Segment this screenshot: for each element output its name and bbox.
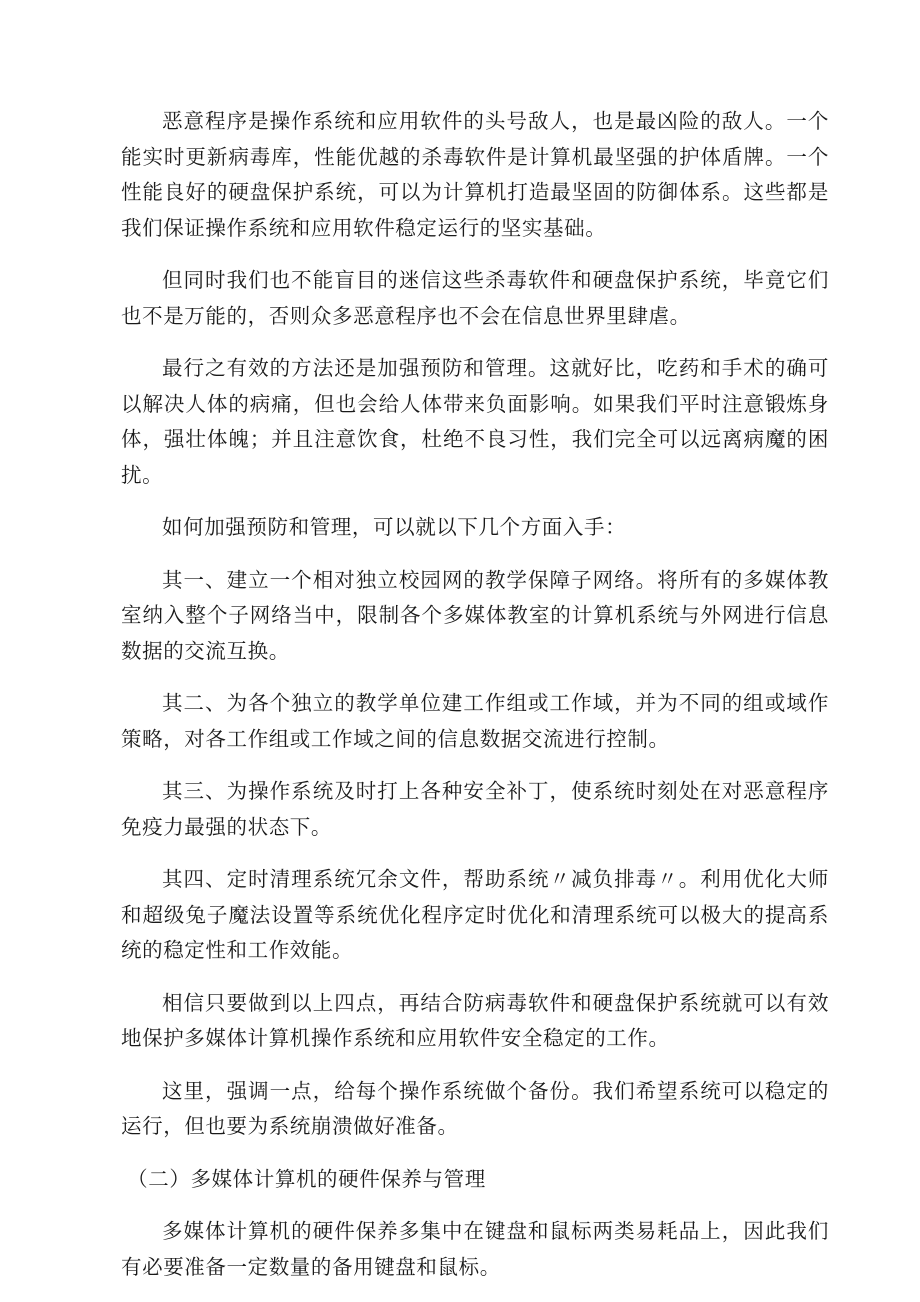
- paragraph-step-two: 其二、为各个独立的教学单位建工作组或工作域，并为不同的组或域作策略，对各工作组或工作域之间的信息数据交流进行控制。: [121, 691, 829, 751]
- paragraph-how-to: 如何加强预防和管理，可以就以下几个方面入手：: [162, 515, 627, 539]
- paragraph-step-three: 其三、为操作系统及时打上各种安全补丁，使系统时刻处在对恶意程序免疫力最强的状态下。: [121, 779, 829, 839]
- document-body: [121, 104, 829, 1302]
- paragraph-backup: 这里，强调一点，给每个操作系统做个备份。我们希望系统可以稳定的运行，但也要为系统崩溃做好准备。: [121, 1078, 829, 1138]
- paragraph-malware-threat: 恶意程序是操作系统和应用软件的头号敌人，也是最凶险的敌人。一个能实时更新病毒库，性能优越的杀毒软件是计算机最坚强的护体盾牌。一个性能良好的硬盘保护系统，可以为计算机打造最坚固的防御体系。这些都是我们保证操作系统和应用软件稳定运行的坚实基础。: [121, 109, 829, 240]
- paragraph-not-omnipotent: 但同时我们也不能盲目的迷信这些杀毒软件和硬盘保护系统，毕竟它们也不是万能的，否则众多恶意程序也不会在信息世界里肆虐。: [121, 268, 829, 328]
- paragraph-step-four: 其四、定时清理系统冗余文件，帮助系统〃减负排毒〃。利用优化大师和超级兔子魔法设置等系统优化程序定时优化和清理系统可以极大的提高系统的稳定性和工作效能。: [121, 867, 829, 962]
- paragraph-hardware: 多媒体计算机的硬件保养多集中在键盘和鼠标两类易耗品上，因此我们有必要准备一定数量的备用键盘和鼠标。: [121, 1219, 829, 1279]
- section-heading: （二）多媒体计算机的硬件保养与管理: [127, 1166, 486, 1191]
- paragraph-summary: 相信只要做到以上四点，再结合防病毒软件和硬盘保护系统就可以有效地保护多媒体计算机操作系统和应用软件安全稳定的工作。: [121, 990, 829, 1050]
- paragraph-step-one: 其一、建立一个相对独立校园网的教学保障子网络。将所有的多媒体教室纳入整个子网络当中，限制各个多媒体教室的计算机系统与外网进行信息数据的交流互换。: [121, 567, 829, 663]
- paragraph-prevention: 最行之有效的方法还是加强预防和管理。这就好比，吃药和手术的确可以解决人体的病痛，但也会给人体带来负面影响。如果我们平时注意锻炼身体，强壮体魄；并且注意饮食，杜绝不良习性，我们完全可以远离病魔的困扰。: [121, 356, 829, 487]
